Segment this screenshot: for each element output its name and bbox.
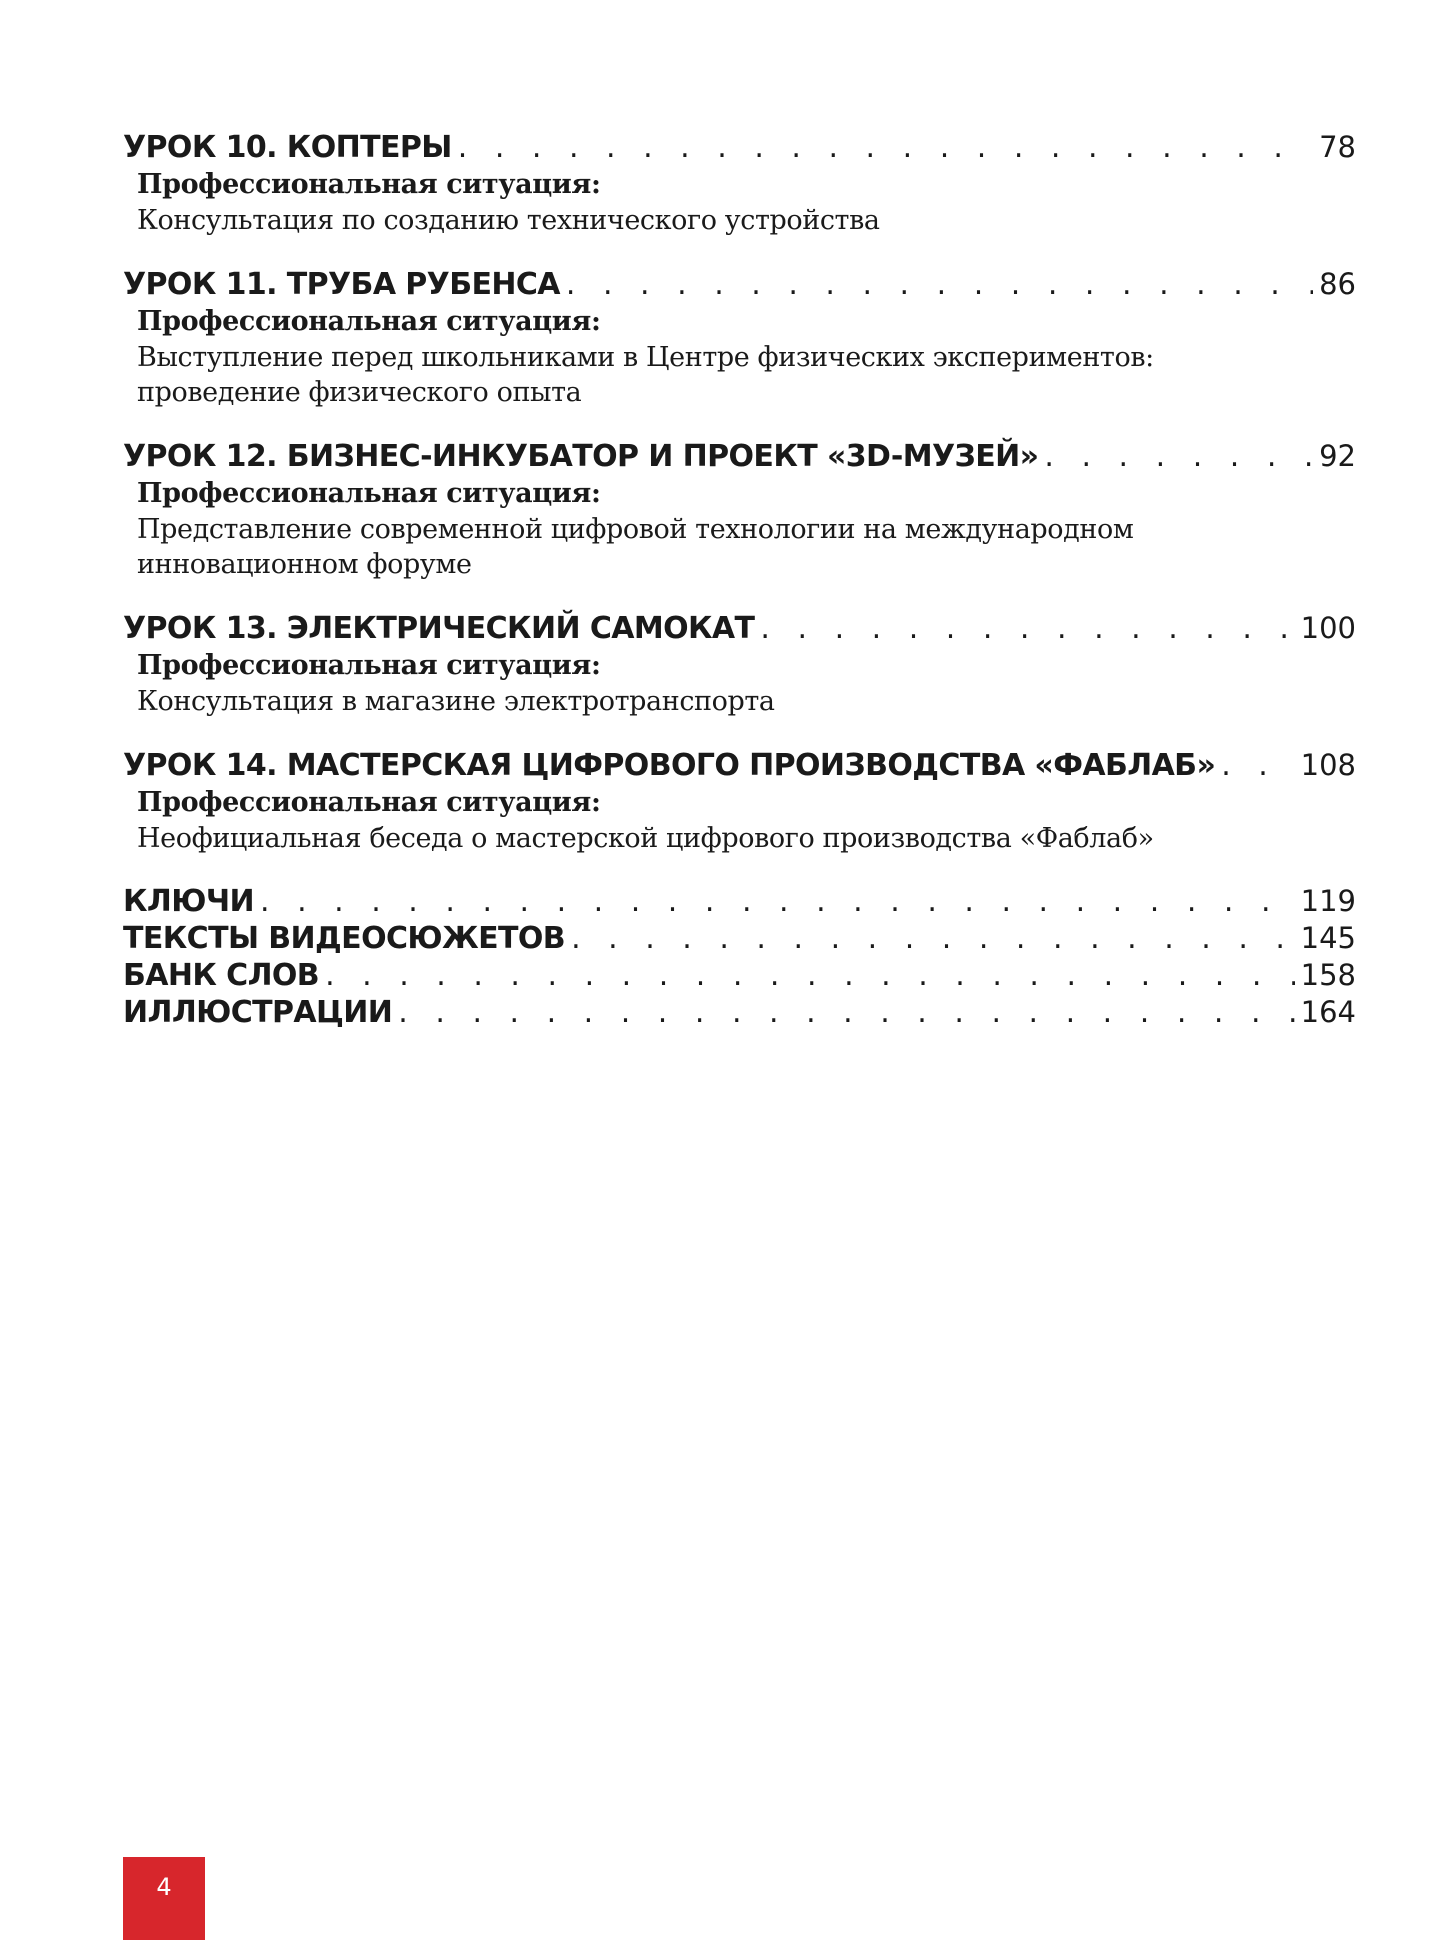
toc-lesson-14: [123, 746, 1356, 856]
toc-page-number: 164: [1300, 995, 1356, 1029]
toc-page-number: 119: [1300, 884, 1356, 918]
toc-entry-title: ТЕКСТЫ ВИДЕОСЮЖЕТОВ: [123, 921, 566, 956]
toc-page-number: 145: [1300, 921, 1356, 955]
situation-label: Профессиональная ситуация:: [137, 478, 601, 509]
toc-entry-title: УРОК 12. БИЗНЕС-ИНКУБАТОР И ПРОЕКТ «3D-МУЗЕЙ»: [123, 439, 1039, 474]
situation-label: Профессиональная ситуация:: [137, 169, 601, 200]
toc-entry-row[interactable]: [123, 265, 1356, 304]
dot-leader: [325, 958, 1295, 994]
toc-entry-title: УРОК 11. ТРУБА РУБЕНСА: [123, 267, 560, 302]
dot-leader: [260, 884, 1295, 920]
dot-leader: [1044, 438, 1313, 476]
dot-leader: [398, 995, 1294, 1031]
page-number: 4: [156, 1873, 172, 1901]
toc-entry-illustrations[interactable]: [123, 994, 1356, 1031]
toc-lesson-10: [123, 128, 1356, 238]
toc-lesson-11: [123, 265, 1356, 410]
toc-page-number: 78: [1319, 130, 1356, 164]
situation-label: Профессиональная ситуация:: [137, 306, 601, 337]
situation-label: Профессиональная ситуация:: [137, 650, 601, 681]
toc-entry-row[interactable]: [123, 128, 1356, 167]
situation-description: инновационном форуме: [137, 549, 472, 580]
toc-entry-row[interactable]: [123, 746, 1356, 785]
toc-page-number: 86: [1319, 267, 1356, 301]
toc-entry-title: УРОК 14. МАСТЕРСКАЯ ЦИФРОВОГО ПРОИЗВОДСТВА «ФАБЛАБ»: [123, 748, 1216, 783]
situation-description: Консультация по созданию технического устройства: [137, 205, 880, 236]
toc-entry-video-texts[interactable]: [123, 920, 1356, 957]
dot-leader: [760, 610, 1294, 648]
toc-page-number: 92: [1319, 439, 1356, 473]
dot-leader: [1221, 747, 1294, 785]
toc-entry-title: ИЛЛЮСТРАЦИИ: [123, 995, 393, 1030]
toc-entry-keys[interactable]: [123, 883, 1356, 920]
dot-leader: [571, 921, 1295, 957]
situation-description: Представление современной цифровой технологии на международном: [137, 514, 1134, 545]
toc-entry-title: УРОК 10. КОПТЕРЫ: [123, 130, 452, 165]
toc-lesson-12: [123, 437, 1356, 582]
situation-label: Профессиональная ситуация:: [137, 787, 601, 818]
dot-leader: [458, 129, 1313, 167]
toc-page-number: 100: [1300, 611, 1356, 645]
toc-page-number: 108: [1300, 748, 1356, 782]
dot-leader: [566, 266, 1313, 304]
situation-description: Неофициальная беседа о мастерской цифрового производства «Фаблаб»: [137, 823, 1154, 854]
toc-appendix: [123, 883, 1356, 1031]
table-of-contents: [123, 128, 1356, 1031]
toc-entry-word-bank[interactable]: [123, 957, 1356, 994]
toc-entry-title: УРОК 13. ЭЛЕКТРИЧЕСКИЙ САМОКАТ: [123, 611, 755, 646]
toc-page-number: 158: [1300, 958, 1356, 992]
situation-description: Выступление перед школьниками в Центре физических экспериментов:: [137, 342, 1154, 373]
toc-entry-row[interactable]: [123, 437, 1356, 476]
situation-description: Консультация в магазине электротранспорта: [137, 686, 775, 717]
toc-entry-title: КЛЮЧИ: [123, 884, 255, 919]
toc-entry-title: БАНК СЛОВ: [123, 958, 320, 993]
page-number-tab: [123, 1857, 205, 1940]
toc-entry-row[interactable]: [123, 609, 1356, 648]
situation-description: проведение физического опыта: [137, 377, 582, 408]
toc-lesson-13: [123, 609, 1356, 719]
